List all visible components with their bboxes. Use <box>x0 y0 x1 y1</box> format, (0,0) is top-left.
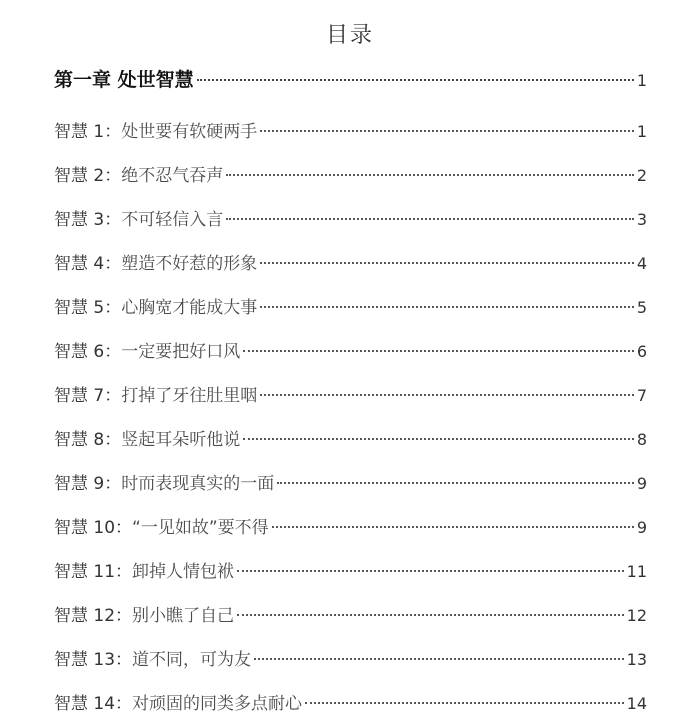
page-number: 11 <box>626 562 647 581</box>
toc-entry-7[interactable] <box>54 374 647 418</box>
toc-entry-10[interactable] <box>54 506 647 550</box>
dot-leader <box>254 658 624 660</box>
entry-title: 智慧 4：塑造不好惹的形象 <box>54 254 258 274</box>
page-number: 3 <box>636 210 647 229</box>
entry-title: 智慧 7：打掉了牙往肚里咽 <box>54 386 258 406</box>
page-number: 2 <box>636 166 647 185</box>
toc-entry-11[interactable] <box>54 550 647 594</box>
toc-entry-8[interactable] <box>54 418 647 462</box>
dot-leader <box>243 350 634 352</box>
toc-entry-9[interactable] <box>54 462 647 506</box>
page-number: 7 <box>636 386 647 405</box>
entry-title: 智慧 10：“一见如故”要不得 <box>54 518 269 538</box>
entry-title: 智慧 6：一定要把好口风 <box>54 342 241 362</box>
page-number: 9 <box>636 474 647 493</box>
entry-title: 智慧 13：道不同，可为友 <box>54 650 252 670</box>
entry-title: 智慧 12：别小瞧了自己 <box>54 606 235 626</box>
dot-leader <box>237 570 624 572</box>
page-number: 1 <box>636 122 647 141</box>
dot-leader <box>272 526 634 528</box>
dot-leader <box>260 130 634 132</box>
toc-entry-13[interactable] <box>54 638 647 682</box>
page-number: 5 <box>636 298 647 317</box>
page-number: 14 <box>626 694 647 713</box>
page-number: 1 <box>636 71 647 90</box>
toc-entry-6[interactable] <box>54 330 647 374</box>
entry-title: 智慧 14：对顽固的同类多点耐心 <box>54 694 303 714</box>
toc-entry-12[interactable] <box>54 594 647 638</box>
dot-leader <box>197 79 634 81</box>
dot-leader <box>226 218 634 220</box>
page-number: 12 <box>626 606 647 625</box>
dot-leader <box>260 306 634 308</box>
entry-title: 智慧 11：卸掉人情包袱 <box>54 562 235 582</box>
toc-entry-3[interactable] <box>54 198 647 242</box>
toc-entry-4[interactable] <box>54 242 647 286</box>
toc-entry-5[interactable] <box>54 286 647 330</box>
dot-leader <box>237 614 624 616</box>
dot-leader <box>260 262 634 264</box>
dot-leader <box>277 482 634 484</box>
entry-title: 智慧 9：时而表现真实的一面 <box>54 474 275 494</box>
chapter-title: 第一章 处世智慧 <box>54 69 194 91</box>
toc-chapter-entry[interactable] <box>54 64 647 96</box>
entry-title: 智慧 3：不可轻信入言 <box>54 210 224 230</box>
dot-leader <box>226 174 634 176</box>
toc-entry-1[interactable] <box>54 110 647 154</box>
entry-title: 智慧 1：处世要有软硬两手 <box>54 122 258 142</box>
page-number: 4 <box>636 254 647 273</box>
toc-entry-2[interactable] <box>54 154 647 198</box>
page-number: 9 <box>636 518 647 537</box>
entry-title: 智慧 8：竖起耳朵听他说 <box>54 430 241 450</box>
dot-leader <box>243 438 634 440</box>
page-number: 8 <box>636 430 647 449</box>
entry-title: 智慧 2：绝不忍气吞声 <box>54 166 224 186</box>
dot-leader <box>305 702 624 704</box>
page-number: 6 <box>636 342 647 361</box>
table-of-contents <box>54 64 647 726</box>
page-number: 13 <box>626 650 647 669</box>
toc-title: 目录 <box>325 23 374 48</box>
dot-leader <box>260 394 634 396</box>
entry-title: 智慧 5：心胸宽才能成大事 <box>54 298 258 318</box>
toc-entry-14[interactable] <box>54 682 647 726</box>
